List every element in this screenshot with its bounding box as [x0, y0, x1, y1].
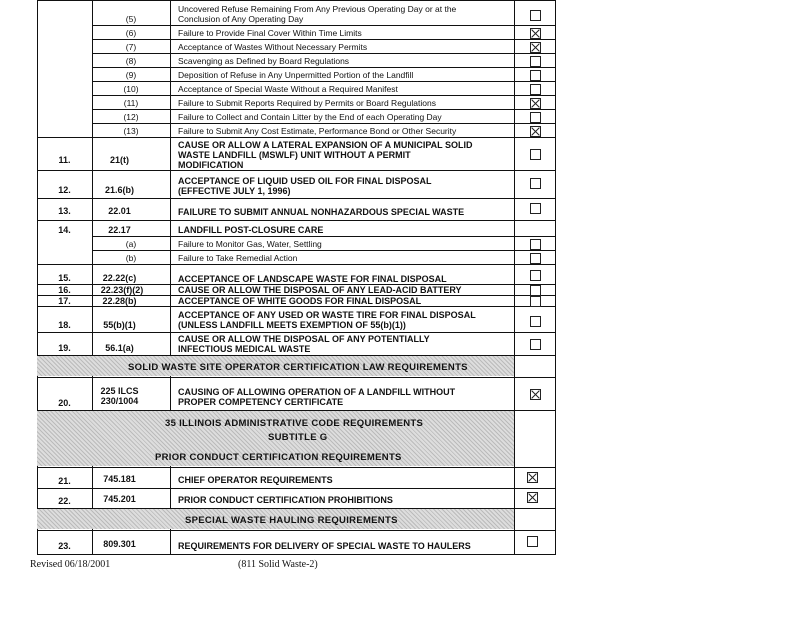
section-heading: SPECIAL WASTE HAULING REQUIREMENTS — [185, 515, 398, 526]
revision-date: Revised 06/18/2001 — [30, 559, 111, 570]
sub-item-number: (11) — [123, 98, 139, 108]
row-line — [92, 53, 556, 54]
checkbox[interactable] — [530, 98, 541, 109]
item-description: LANDFILL POST-CLOSURE CARE — [178, 225, 324, 235]
row-line — [37, 467, 556, 468]
checkbox[interactable] — [527, 536, 538, 547]
item-number: 13. — [58, 206, 71, 216]
sub-item-description: Uncovered Refuse Remaining From Any Previous Operating Day or at the — [178, 4, 457, 14]
row-line — [37, 488, 556, 489]
item-description: (EFFECTIVE JULY 1, 1996) — [178, 186, 291, 196]
row-line — [92, 109, 556, 110]
sub-item-description: Failure to Submit Any Cost Estimate, Performance Bond or Other Security — [178, 126, 457, 136]
form-id: (811 Solid Waste-2) — [238, 559, 318, 570]
item-section: 55(b)(1) — [103, 320, 136, 330]
sub-item-description: Failure to Submit Reports Required by Permits or Board Regulations — [178, 98, 436, 108]
section-subheading: SUBTITLE G — [268, 432, 328, 443]
row-line — [92, 39, 556, 40]
row-line — [37, 0, 556, 1]
sub-item-description: Deposition of Refuse in Any Unpermitted Portion of the Landfill — [178, 70, 414, 80]
row-line — [37, 137, 556, 138]
item-section: 809.301 — [103, 539, 136, 549]
checkbox[interactable] — [527, 492, 538, 503]
sub-item-number: (12) — [123, 112, 139, 122]
item-section: 22.23(f)(2) — [100, 285, 144, 295]
checkbox[interactable] — [530, 84, 541, 95]
item-section: 21(t) — [109, 155, 129, 165]
item-description: CHIEF OPERATOR REQUIREMENTS — [178, 475, 333, 485]
item-description: (UNLESS LANDFILL MEETS EXEMPTION OF 55(b)(1)) — [178, 320, 406, 330]
sub-item-description: Acceptance of Special Waste Without a Required Manifest — [178, 84, 398, 94]
row-line — [37, 170, 556, 171]
item-number: 20. — [58, 398, 71, 408]
sub-item-description: Failure to Take Remedial Action — [178, 253, 298, 263]
row-line — [92, 236, 556, 237]
row-line — [37, 220, 556, 221]
sub-item-description: Failure to Monitor Gas, Water, Settling — [178, 239, 322, 249]
checkbox[interactable] — [530, 239, 541, 250]
sub-item-number: (6) — [125, 28, 137, 38]
item-section: 745.201 — [103, 494, 136, 504]
checkbox[interactable] — [530, 316, 541, 327]
row-line — [37, 198, 556, 199]
item-number: 23. — [58, 541, 71, 551]
item-section: 22.01 — [108, 206, 131, 216]
item-section: 56.1(a) — [105, 343, 134, 353]
sub-item-number: (13) — [123, 126, 139, 136]
item-section: 22.22(c) — [102, 273, 137, 283]
item-number: 12. — [58, 185, 71, 195]
item-description: WASTE LANDFILL (MSWLF) UNIT WITHOUT A PERMIT — [178, 150, 411, 160]
item-description: CAUSING OF ALLOWING OPERATION OF A LANDFILL WITHOUT — [178, 387, 456, 397]
checkbox[interactable] — [530, 178, 541, 189]
item-number: 18. — [58, 320, 71, 330]
sub-item-description: Conclusion of Any Operating Day — [178, 14, 304, 24]
sub-item-number: (7) — [125, 42, 137, 52]
checkbox[interactable] — [530, 10, 541, 21]
row-line — [92, 25, 556, 26]
sub-item-number: (9) — [125, 70, 137, 80]
sub-item-description: Acceptance of Wastes Without Necessary Permits — [178, 42, 368, 52]
checkbox[interactable] — [530, 112, 541, 123]
item-section: 745.181 — [103, 474, 136, 484]
table-right-border — [555, 0, 556, 555]
item-number: 17. — [58, 296, 71, 306]
item-number: 14. — [58, 225, 71, 235]
item-description: PRIOR CONDUCT CERTIFICATION PROHIBITIONS — [178, 495, 393, 505]
row-line — [37, 530, 556, 531]
sub-item-number: (10) — [123, 84, 139, 94]
item-number: 15. — [58, 273, 71, 283]
row-line — [37, 377, 556, 378]
item-number: 19. — [58, 343, 71, 353]
section-heading: SOLID WASTE SITE OPERATOR CERTIFICATION LAW REQUIREMENTS — [128, 362, 468, 373]
item-description: REQUIREMENTS FOR DELIVERY OF SPECIAL WASTE TO HAULERS — [178, 541, 471, 551]
item-description: ACCEPTANCE OF WHITE GOODS FOR FINAL DISPOSAL — [178, 296, 422, 306]
sub-item-description: Failure to Provide Final Cover Within Time Limits — [178, 28, 362, 38]
item-number: 16. — [58, 285, 71, 295]
item-section: 225 ILCS — [100, 386, 139, 396]
sub-item-number: (5) — [125, 14, 137, 24]
sub-item-description: Scavenging as Defined by Board Regulations — [178, 56, 350, 66]
checkbox[interactable] — [530, 389, 541, 400]
item-section: 22.17 — [108, 225, 131, 235]
checkbox[interactable] — [530, 339, 541, 350]
sub-item-number: (8) — [125, 56, 137, 66]
item-number: 22. — [58, 496, 71, 506]
checkbox[interactable] — [530, 70, 541, 81]
row-line — [37, 332, 556, 333]
section-heading: PRIOR CONDUCT CERTIFICATION REQUIREMENTS — [155, 452, 402, 463]
row-line — [37, 264, 556, 265]
checkbox[interactable] — [530, 149, 541, 160]
item-description: INFECTIOUS MEDICAL WASTE — [178, 344, 311, 354]
item-description: CAUSE OR ALLOW THE DISPOSAL OF ANY POTENTIALLY — [178, 334, 430, 344]
row-line — [92, 95, 556, 96]
item-section: 21.6(b) — [104, 185, 134, 195]
table-bottom-border — [37, 554, 556, 555]
row-line — [92, 123, 556, 124]
checkbox[interactable] — [530, 42, 541, 53]
item-description: PROPER COMPETENCY CERTIFICATE — [178, 397, 344, 407]
item-number: 21. — [58, 476, 71, 486]
checkbox[interactable] — [530, 253, 541, 264]
checkbox[interactable] — [530, 126, 541, 137]
checkbox[interactable] — [530, 28, 541, 39]
table-col-divider-3 — [514, 0, 515, 555]
row-line — [37, 306, 556, 307]
row-line — [92, 81, 556, 82]
sub-item-description: Failure to Collect and Contain Litter by the End of each Operating Day — [178, 112, 442, 122]
checkbox[interactable] — [530, 296, 541, 307]
checkbox[interactable] — [527, 472, 538, 483]
item-description: ACCEPTANCE OF LIQUID USED OIL FOR FINAL DISPOSAL — [178, 176, 432, 186]
sub-item-number: (a) — [125, 239, 137, 249]
checkbox[interactable] — [530, 56, 541, 67]
item-description: ACCEPTANCE OF ANY USED OR WASTE TIRE FOR FINAL DISPOSAL — [178, 310, 476, 320]
item-description: CAUSE OR ALLOW THE DISPOSAL OF ANY LEAD-ACID BATTERY — [178, 285, 462, 295]
item-number: 11. — [58, 155, 71, 165]
item-description: ACCEPTANCE OF LANDSCAPE WASTE FOR FINAL DISPOSAL — [178, 274, 447, 284]
item-section: 22.28(b) — [102, 296, 137, 306]
item-section: 230/1004 — [100, 396, 139, 406]
sub-item-number: (b) — [125, 253, 137, 263]
checkbox[interactable] — [530, 285, 541, 296]
checkbox[interactable] — [530, 270, 541, 281]
row-line — [92, 250, 556, 251]
item-description: MODIFICATION — [178, 160, 244, 170]
item-description: FAILURE TO SUBMIT ANNUAL NONHAZARDOUS SPECIAL WASTE — [178, 207, 465, 217]
section-heading: 35 ILLINOIS ADMINISTRATIVE CODE REQUIREMENTS — [165, 418, 424, 429]
item-description: CAUSE OR ALLOW A LATERAL EXPANSION OF A MUNICIPAL SOLID — [178, 140, 473, 150]
checkbox[interactable] — [530, 203, 541, 214]
row-line — [92, 67, 556, 68]
table-col-divider-2 — [170, 0, 171, 555]
